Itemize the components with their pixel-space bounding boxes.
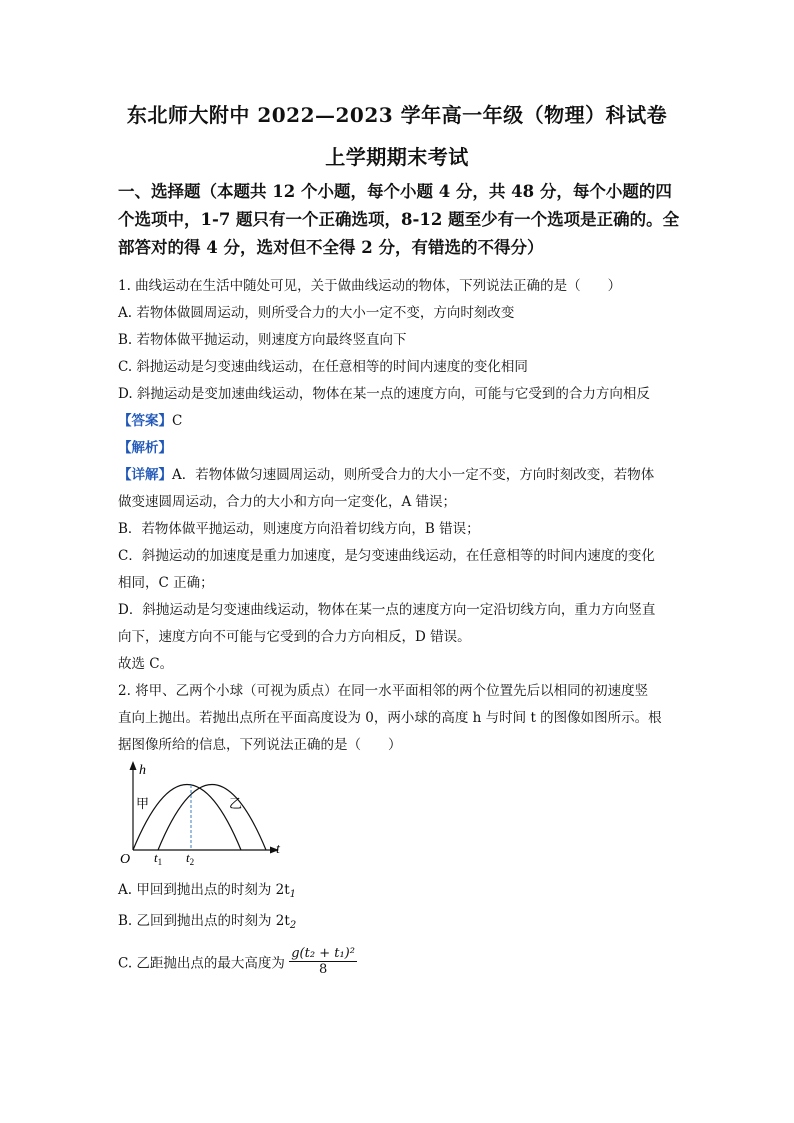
q1-detail-line: D．斜抛运动是匀变速曲线运动，物体在某一点的速度方向一定沿切线方向，重力方向竖直: [118, 602, 656, 618]
tick-t1-label: $t_1$: [154, 850, 163, 867]
answer-value: C: [172, 413, 183, 429]
curve-yi-label: 乙: [229, 796, 243, 811]
q1-option-d: D. 斜抛运动是变加速曲线运动，物体在某一点的速度方向，可能与它受到的合力方向相反: [118, 386, 650, 402]
option-a-subscript: 1: [289, 889, 297, 900]
tick-t2-label: $t_2$: [186, 850, 195, 867]
option-b-subscript: 2: [289, 920, 297, 931]
q1-option-a: A. 若物体做圆周运动，则所受合力的大小一定不变，方向时刻改变: [118, 305, 515, 321]
y-axis-label: h: [139, 763, 146, 778]
q2-option-a: [118, 878, 296, 900]
answer-label: 【答案】: [118, 413, 172, 429]
y-axis-arrow: [130, 761, 137, 770]
q2-option-c: [118, 946, 357, 977]
analysis-label: 【解析】: [118, 440, 172, 456]
fraction-numerator: g(t₂ + t₁)²: [291, 946, 355, 961]
detail-text: A．若物体做匀速圆周运动，则所受合力的大小一定不变，方向时刻改变，若物体: [172, 467, 655, 483]
max-height-fraction: [289, 946, 357, 977]
q2-figure: [112, 758, 292, 868]
q1-answer: [118, 409, 182, 429]
q1-stem: 1. 曲线运动在生活中随处可见，关于做曲线运动的物体，下列说法正确的是（ ）: [118, 278, 622, 294]
q1-detail-line: [118, 463, 654, 483]
fraction-denominator: 8: [318, 962, 328, 977]
q1-option-b: B. 若物体做平抛运动，则速度方向最终竖直向下: [118, 332, 407, 348]
detail-label: 【详解】: [118, 467, 172, 483]
option-c-text: C. 乙距抛出点的最大高度为: [118, 955, 285, 972]
q1-detail-line: 做变速圆周运动，合力的大小和方向一定变化，A 错误；: [118, 494, 457, 510]
curve-jia: [133, 785, 241, 851]
q2-stem-line: 直向上抛出。若抛出点所在平面高度设为 0，两小球的高度 h 与时间 t 的图像如图所示。根: [118, 710, 662, 726]
page-title: 东北师大附中 2022—2023 学年高一年级（物理）科试卷: [126, 103, 668, 127]
q1-detail-line: B．若物体做平抛运动，则速度方向沿着切线方向，B 错误；: [118, 521, 480, 537]
q1-conclusion: 故选 C。: [118, 656, 174, 672]
q1-detail-line: C．斜抛运动的加速度是重力加速度，是匀变速曲线运动，在任意相等的时间内速度的变化: [118, 548, 655, 564]
q1-analysis: [118, 436, 172, 456]
option-b-text: B. 乙回到抛出点的时刻为 2t: [118, 913, 290, 929]
origin-label: O: [120, 852, 131, 867]
section-heading: 一、选择题（本题共 12 个小题，每个小题 4 分，共 48 分，每个小题的四个选项中，1-7 题只有一个正确选项，8-12 题至少有一个选项是正确的。全部答对的得 4 分，选对但不全得 2 分，有错选的不得分）: [118, 182, 680, 257]
q2-stem-line: 2. 将甲、乙两个小球（可视为质点）在同一水平面相邻的两个位置先后以相同的初速度竖: [118, 683, 649, 699]
q1-option-c: C. 斜抛运动是匀变速曲线运动，在任意相等的时间内速度的变化相同: [118, 359, 528, 375]
page-subtitle: 上学期期末考试: [325, 145, 469, 169]
option-a-text: A. 甲回到抛出点的时刻为 2t: [118, 882, 290, 898]
q1-detail-line: 相同，C 正确；: [118, 575, 214, 591]
q1-detail-line: 向下，速度方向不可能与它受到的合力方向相反，D 错误。: [118, 629, 471, 645]
curve-yi: [158, 785, 266, 851]
curve-jia-label: 甲: [136, 796, 150, 811]
q2-option-b: [118, 909, 296, 931]
q2-stem-line: 据图像所给的信息，下列说法正确的是（ ）: [118, 737, 402, 753]
x-axis-label: t: [276, 842, 280, 857]
